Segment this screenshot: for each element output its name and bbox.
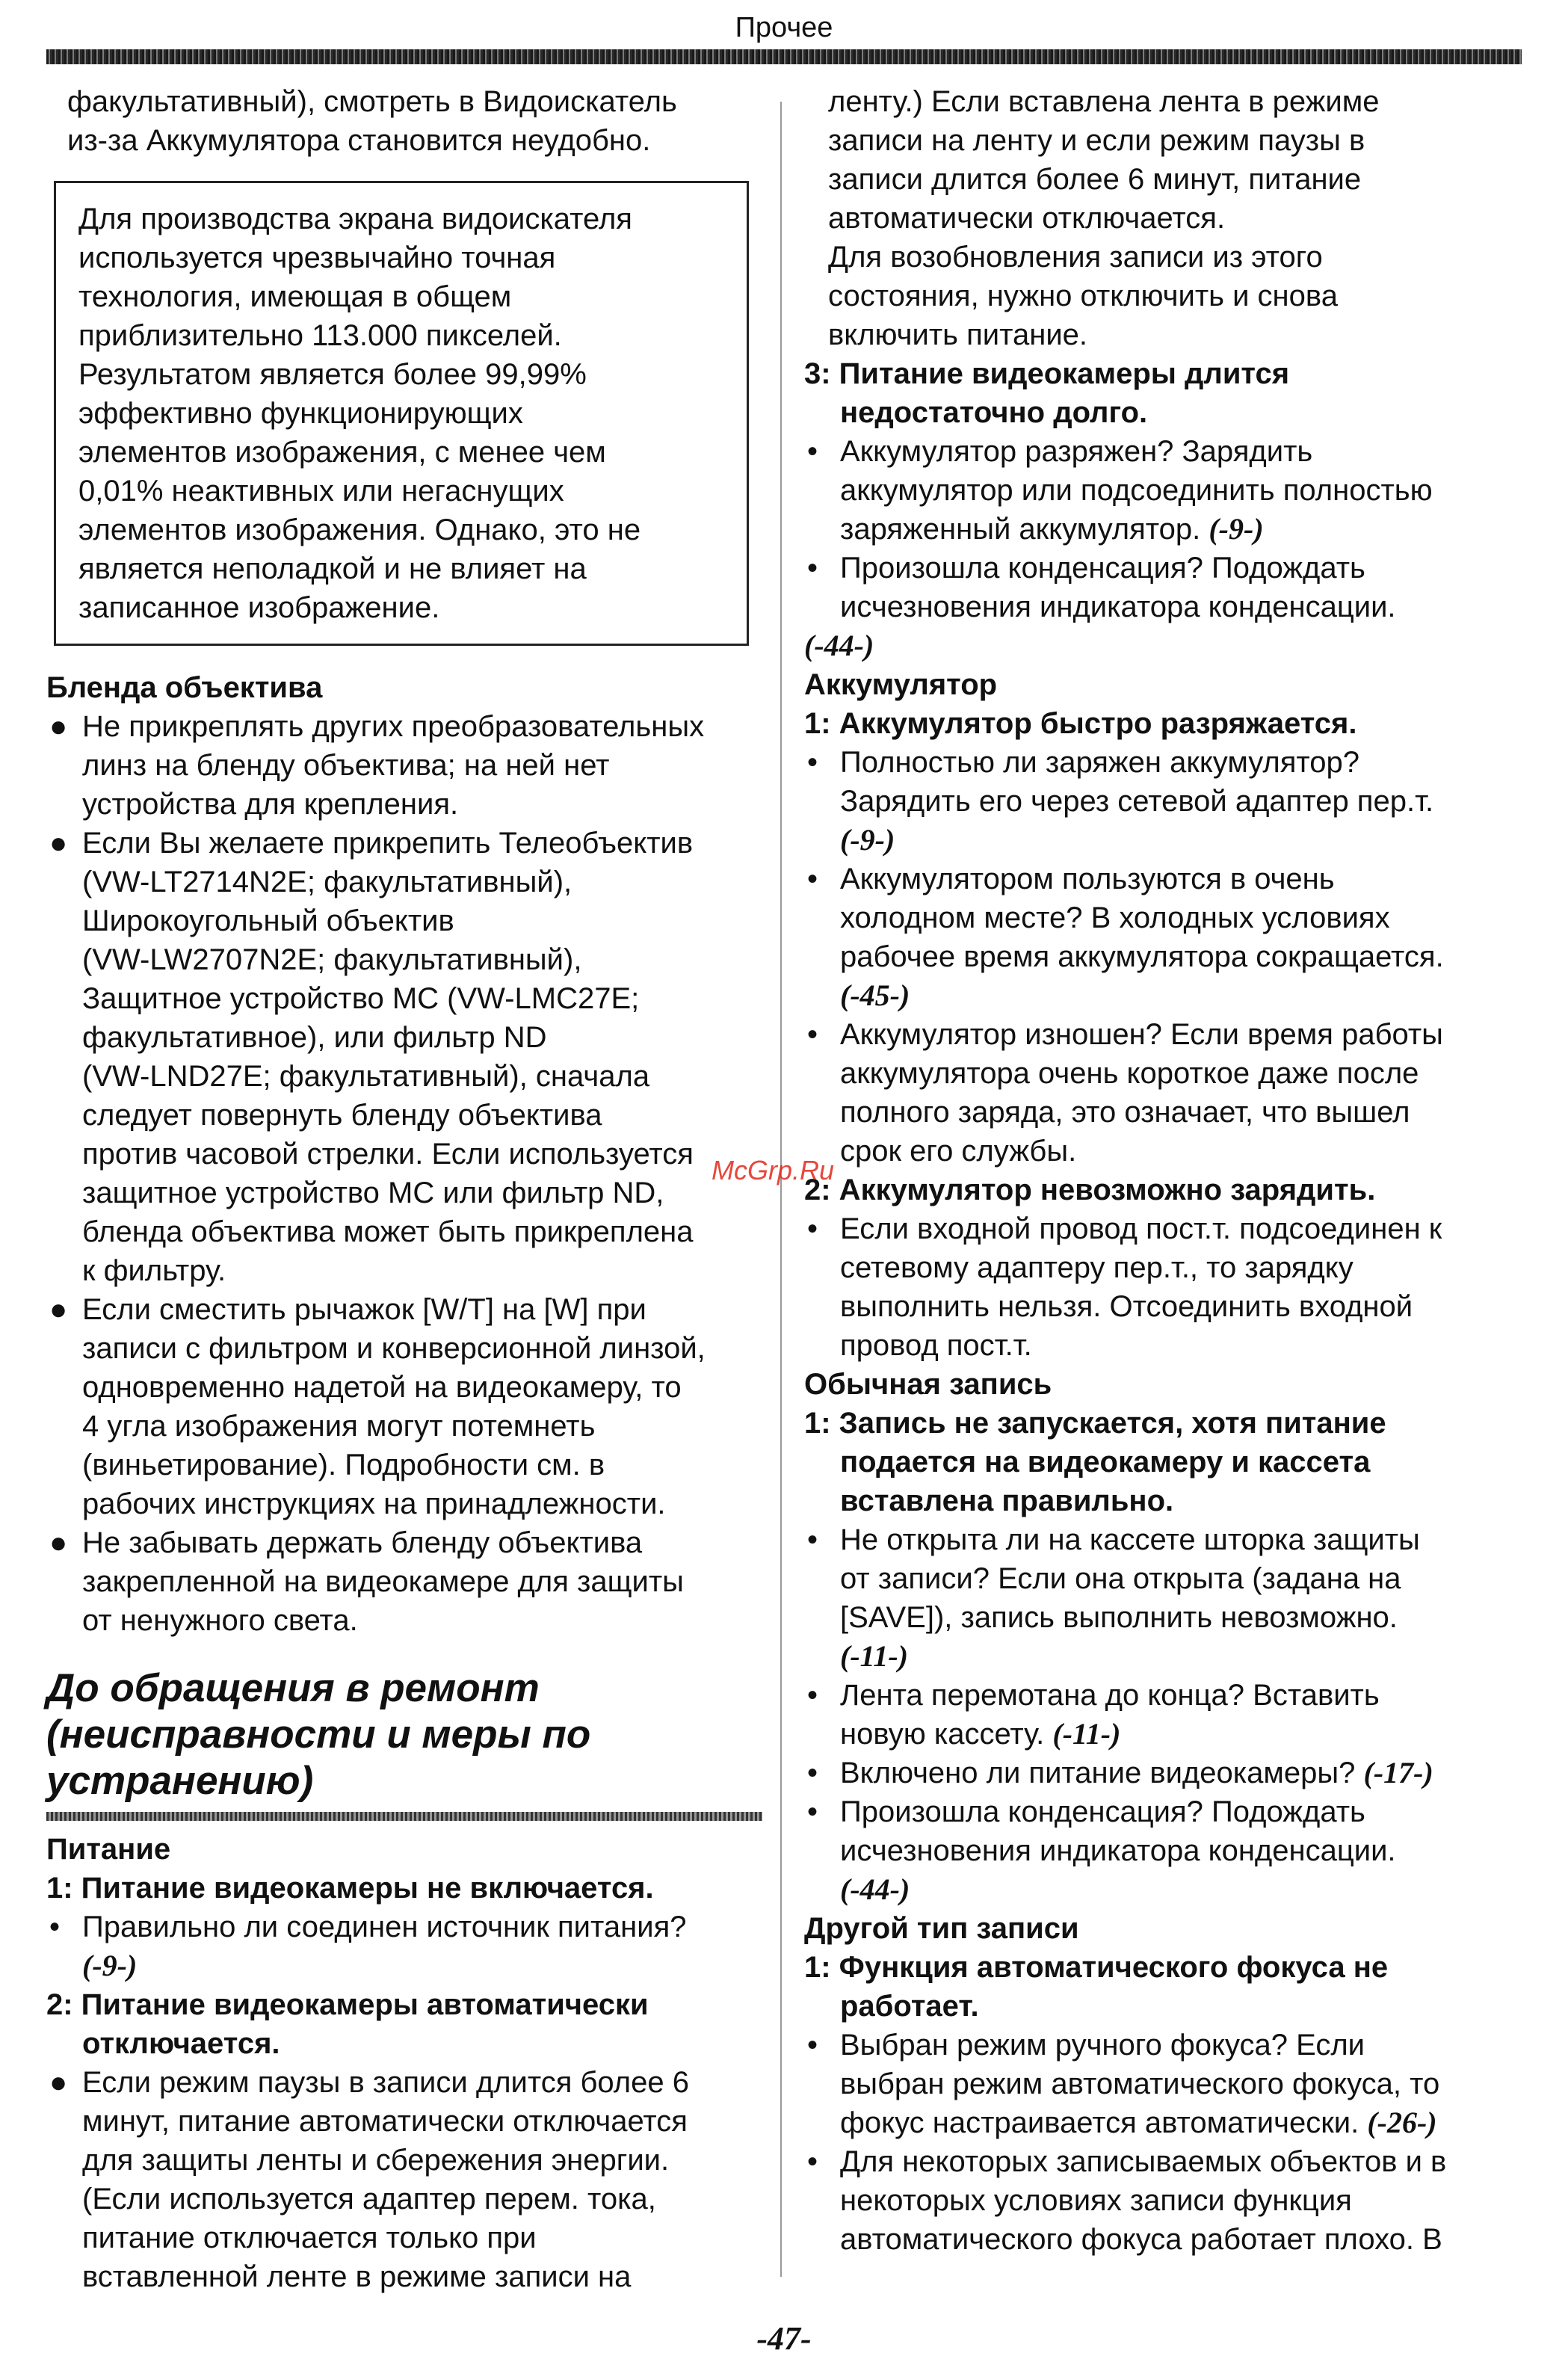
bullet-line: Аккумулятор разряжен? Зарядить: [840, 435, 1313, 468]
bullet-line: от записи? Если она открыта (задана на: [840, 1562, 1401, 1595]
bullet-line: Произошла конденсация? Подождать: [840, 1795, 1365, 1828]
list-item: [804, 1209, 1522, 1365]
bullet-dot-icon: •: [807, 2145, 818, 2178]
list-item: [804, 549, 1522, 626]
section-heading-normal-recording: Обычная запись: [804, 1368, 1052, 1401]
bullet-line: (виньетирование). Подробности см. в: [82, 1449, 605, 1481]
list-item: [46, 707, 762, 824]
bullet-dot-icon: •: [807, 1679, 818, 1712]
bullet-line: аккумулятор или подсоединить полностью: [840, 474, 1433, 507]
bullet-line: Зарядить его через сетевой адаптер пер.т.: [840, 785, 1434, 818]
list-item: [804, 743, 1522, 860]
viewfinder-notice-box: [54, 181, 749, 646]
section-heading-power: Питание: [46, 1833, 171, 1866]
bullet-line: Если режим паузы в записи длится более 6: [82, 2066, 689, 2099]
heading-line: 1: Запись не запускается, хотя питание: [804, 1407, 1386, 1440]
bullet-line: минут, питание автоматически отключается: [82, 2105, 688, 2138]
bullet-line: рабочих инструкциях на принадлежности.: [82, 1487, 666, 1520]
bullet-line: холодном месте? В холодных условиях: [840, 901, 1390, 934]
bullet-line: исчезновения индикатора конденсации.: [840, 1834, 1396, 1867]
list-item: [46, 2063, 762, 2296]
bullet-dot-icon: •: [807, 435, 818, 468]
bullet-line: исчезновения индикатора конденсации.: [840, 591, 1396, 623]
bullet-line: рабочее время аккумулятора сокращается.: [840, 940, 1444, 973]
bullet-line: Широкоугольный объектив: [82, 904, 454, 937]
bullet-dot-icon: •: [807, 1212, 818, 1245]
right-column: [804, 82, 1522, 2259]
bullet-line: против часовой стрелки. Если используется: [82, 1138, 694, 1171]
bullet-line: некоторых условиях записи функция: [840, 2184, 1352, 2217]
bullet-line: (VW-LT2714N2E; факультативный),: [82, 866, 572, 898]
bullet-line: защитное устройство МС или фильтр ND,: [82, 1177, 664, 1209]
bullet-line: аккумулятора очень короткое даже после: [840, 1057, 1419, 1090]
notice-line: элементов изображения, с менее чем: [78, 436, 606, 469]
text-line: автоматически отключается.: [828, 202, 1226, 235]
bullet-line: следует повернуть бленду объектива: [82, 1099, 602, 1132]
notice-line: является неполадкой и не влияет на: [78, 552, 587, 585]
bullet-dot-icon: ●: [49, 710, 68, 743]
left-column: [46, 82, 762, 2296]
bullet-dot-icon: •: [807, 746, 818, 779]
page-ref: (-11-): [840, 1639, 909, 1673]
bullet-line: Включено ли питание видеокамеры?: [840, 1757, 1356, 1789]
heading-line: 2: Питание видеокамеры автоматически: [46, 1988, 649, 2021]
bullet-line: Если сместить рычажок [W/T] на [W] при: [82, 1293, 646, 1326]
bullet-line: Выбран режим ручного фокуса? Если: [840, 2029, 1365, 2062]
bullet-line: полного заряда, это означает, что вышел: [840, 1096, 1410, 1129]
heading-line: работает.: [840, 1990, 979, 2023]
bullet-dot-icon: ●: [49, 827, 68, 860]
repair-section-title: [46, 1665, 762, 1804]
page-ref: (-44-): [840, 1872, 910, 1906]
bullet-line: Аккумулятор изношен? Если время работы: [840, 1018, 1443, 1051]
bullet-dot-icon: ●: [49, 1293, 68, 1326]
list-item: [804, 860, 1522, 1015]
heading-line: подается на видеокамеру и кассета: [840, 1446, 1371, 1479]
notice-line: элементов изображения. Однако, это не: [78, 514, 641, 546]
list-item: [804, 2142, 1522, 2259]
bullet-line: Правильно ли соединен источник питания?: [82, 1911, 687, 1943]
problem-heading: [804, 1404, 1522, 1520]
column-divider: [780, 102, 782, 2277]
bullet-line: записи с фильтром и конверсионной линзой,: [82, 1332, 706, 1365]
bullet-line: Лента перемотана до конца? Вставить: [840, 1679, 1380, 1712]
list-item: [804, 2026, 1522, 2142]
problem-heading: 1: Аккумулятор быстро разряжается.: [804, 707, 1357, 740]
list-item: [46, 1523, 762, 1640]
bullet-line: автоматического фокуса работает плохо. В: [840, 2223, 1442, 2256]
bullet-line: срок его службы.: [840, 1135, 1077, 1168]
page-ref: (-45-): [840, 978, 910, 1012]
page-ref: (-9-): [1209, 512, 1264, 546]
problem-heading: 1: Питание видеокамеры не включается.: [46, 1872, 654, 1905]
bullet-line: Если входной провод пост.т. подсоединен к: [840, 1212, 1442, 1245]
text-line: Для возобновления записи из этого: [828, 241, 1323, 274]
bullet-line: одновременно надетой на видеокамеру, то: [82, 1371, 682, 1404]
bullet-line: сетевому адаптеру пер.т., то зарядку: [840, 1251, 1354, 1284]
title-line: До обращения в ремонт: [46, 1666, 540, 1710]
page-ref: (-44-): [804, 629, 874, 662]
bullet-line: (VW-LW2707N2E; факультативный),: [82, 943, 582, 976]
bullet-dot-icon: •: [807, 1757, 818, 1789]
intro-line: из-за Аккумулятора становится неудобно.: [67, 124, 651, 157]
bullet-line: 4 угла изображения могут потемнеть: [82, 1410, 596, 1443]
heading-line: 1: Функция автоматического фокуса не: [804, 1951, 1389, 1984]
bullet-line: (VW-LND27E; факультативный), сначала: [82, 1060, 650, 1093]
bullet-line: выбран режим автоматического фокуса, то: [840, 2068, 1440, 2100]
bullet-line: Защитное устройство МС (VW-LMC27E;: [82, 982, 640, 1015]
bullet-dot-icon: •: [807, 1018, 818, 1051]
bullet-line: питание отключается только при: [82, 2221, 537, 2254]
heading-line: 3: Питание видеокамеры длится: [804, 357, 1290, 390]
bullet-line: Не открыта ли на кассете шторка защиты: [840, 1523, 1420, 1556]
title-line: устранению): [46, 1759, 314, 1803]
list-item: [804, 1676, 1522, 1754]
notice-line: Для производства экрана видоискателя: [78, 203, 632, 235]
bullet-dot-icon: •: [807, 863, 818, 895]
bullet-line: выполнить нельзя. Отсоединить входной: [840, 1290, 1413, 1323]
bullet-dot-icon: •: [807, 2029, 818, 2062]
bullet-line: (Если используется адаптер перем. тока,: [82, 2183, 656, 2216]
bullet-dot-icon: ●: [49, 2066, 68, 2099]
text-line: включить питание.: [828, 318, 1088, 351]
bullet-line: к фильтру.: [82, 1254, 226, 1287]
bullet-line: закрепленной на видеокамере для защиты: [82, 1565, 684, 1598]
bullet-dot-icon: •: [807, 552, 818, 585]
bullet-line: факультативное), или фильтр ND: [82, 1021, 547, 1054]
bullet-line: для защиты ленты и сбережения энергии.: [82, 2144, 670, 2177]
bullet-line: Аккумулятором пользуются в очень: [840, 863, 1335, 895]
site-watermark: McGrp.Ru: [712, 1155, 835, 1185]
list-item: [804, 1520, 1522, 1676]
page-ref: (-9-): [82, 1949, 138, 1982]
problem-heading: 2: Аккумулятор невозможно зарядить.: [804, 1174, 1376, 1206]
list-item: [804, 1792, 1522, 1909]
section-heading-other-recording: Другой тип записи: [804, 1912, 1079, 1945]
page-ref: (-26-): [1367, 2106, 1437, 2139]
notice-line: приблизительно 113.000 пикселей.: [78, 319, 562, 352]
list-item: [46, 1290, 762, 1523]
text-line: ленту.) Если вставлена лента в режиме: [828, 85, 1380, 118]
problem-heading: [46, 1985, 762, 2063]
list-item: [804, 432, 1522, 549]
heading-line: вставлена правильно.: [840, 1484, 1174, 1517]
bullet-line: провод пост.т.: [840, 1329, 1032, 1362]
bullet-line: заряженный аккумулятор.: [840, 513, 1201, 546]
notice-line: 0,01% неактивных или негаснущих: [78, 475, 564, 508]
bullet-line: новую кассету.: [840, 1718, 1045, 1751]
page-header-title: Прочее: [735, 12, 833, 43]
bullet-line: Не забывать держать бленду объектива: [82, 1526, 643, 1559]
heading-line: отключается.: [82, 2027, 280, 2060]
bullet-line: от ненужного света.: [82, 1604, 358, 1637]
page-ref: (-11-): [1052, 1717, 1121, 1751]
section-heading-lens-hood: Бленда объектива: [46, 671, 323, 704]
section-heading-battery: Аккумулятор: [804, 668, 998, 701]
page-ref: (-17-): [1363, 1756, 1433, 1789]
text-line: состояния, нужно отключить и снова: [828, 280, 1338, 312]
header-rule: [46, 49, 1522, 64]
problem-heading: [804, 1948, 1522, 2026]
notice-line: эффективно функционирующих: [78, 397, 523, 430]
bullet-line: Произошла конденсация? Подождать: [840, 552, 1365, 585]
notice-line: используется чрезвычайно точная: [78, 241, 556, 274]
bullet-dot-icon: ●: [49, 1526, 68, 1559]
bullet-line: устройства для крепления.: [82, 788, 459, 821]
list-item: [804, 1754, 1522, 1792]
bullet-dot-icon: •: [807, 1795, 818, 1828]
notice-line: записанное изображение.: [78, 591, 440, 624]
bullet-line: фокус настраивается автоматически.: [840, 2106, 1359, 2139]
notice-line: технология, имеющая в общем: [78, 280, 512, 313]
page-ref: (-9-): [840, 823, 895, 857]
bullet-line: линз на бленду объектива; на ней нет: [82, 749, 610, 782]
problem-heading: [804, 354, 1522, 432]
bullet-line: [SAVE]), запись выполнить невозможно.: [840, 1601, 1398, 1634]
text-line: записи длится более 6 минут, питание: [828, 163, 1362, 196]
bullet-line: Если Вы желаете прикрепить Телеобъектив: [82, 827, 694, 860]
heading-line: недостаточно долго.: [840, 396, 1148, 429]
bullet-line: Полностью ли заряжен аккумулятор?: [840, 746, 1360, 779]
bullet-line: вставленной ленте в режиме записи на: [82, 2260, 632, 2293]
bullet-line: Для некоторых записываемых объектов и в: [840, 2145, 1447, 2178]
page-number: -47-: [756, 2320, 812, 2357]
list-item: [804, 1015, 1522, 1171]
bullet-dot-icon: •: [49, 1911, 61, 1943]
bullet-dot-icon: •: [807, 1523, 818, 1556]
bullet-line: Не прикреплять других преобразовательных: [82, 710, 705, 743]
continued-text: [804, 82, 1522, 354]
bullet-line: бленда объектива может быть прикреплена: [82, 1215, 694, 1248]
list-item: [46, 1908, 762, 1985]
section-rule: [46, 1812, 762, 1821]
list-item: [46, 824, 762, 1290]
title-line: (неисправности и меры по: [46, 1712, 591, 1757]
text-line: записи на ленту и если режим паузы в: [828, 124, 1365, 157]
intro-line: факультативный), смотреть в Видоискатель: [67, 85, 677, 118]
notice-line: Результатом является более 99,99%: [78, 358, 587, 391]
